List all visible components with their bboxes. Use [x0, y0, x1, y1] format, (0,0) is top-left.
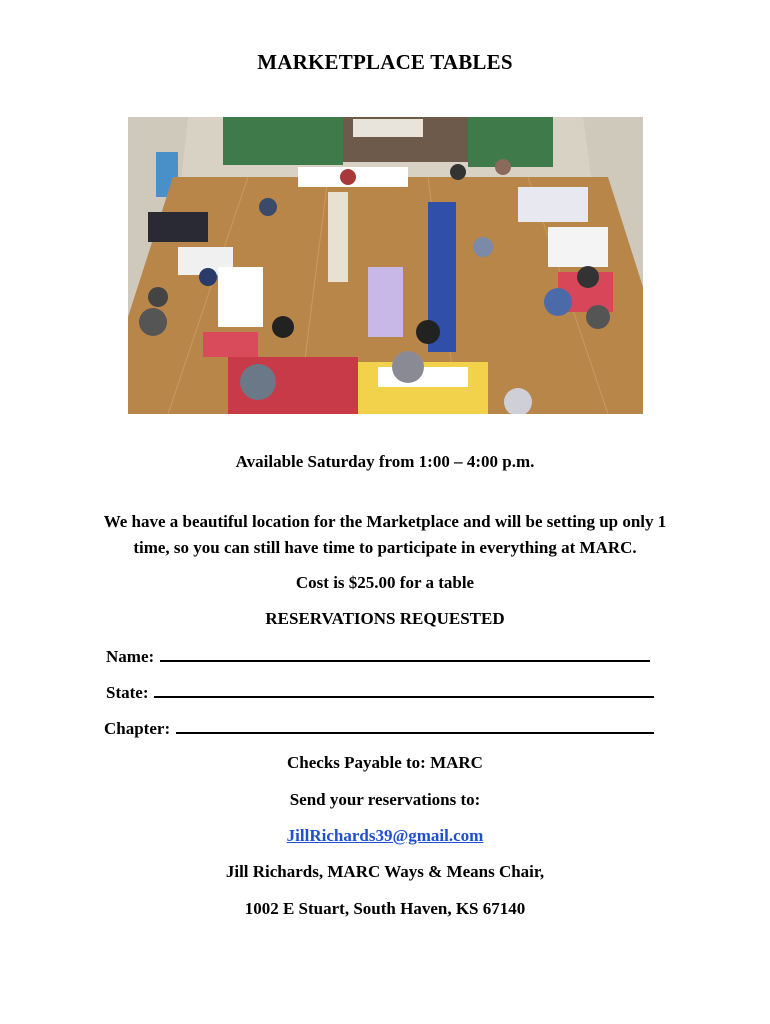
- name-blank-line[interactable]: [160, 646, 650, 662]
- contact-address: 1002 E Stuart, South Haven, KS 67140: [244, 899, 526, 918]
- email-line: [0, 826, 770, 846]
- marketplace-photo: [128, 117, 643, 414]
- page-title: MARKETPLACE TABLES: [257, 50, 513, 74]
- description-line-1: We have a beautiful location for the Marketplace and will be setting up only 1: [103, 512, 667, 531]
- send-to-text: Send your reservations to:: [289, 790, 481, 809]
- name-field[interactable]: [106, 646, 650, 667]
- checks-payable-text: Checks Payable to: MARC: [287, 753, 483, 772]
- chapter-field[interactable]: [104, 718, 654, 739]
- state-blank-line[interactable]: [154, 682, 654, 698]
- state-field[interactable]: [106, 682, 654, 703]
- marketplace-photo-illustration: [128, 117, 643, 414]
- description-line-2: time, so you can still have time to participate in everything at MARC.: [133, 538, 637, 557]
- chapter-label: Chapter:: [104, 719, 171, 738]
- state-label: State:: [106, 683, 149, 702]
- chapter-blank-line[interactable]: [176, 718, 654, 734]
- email-link[interactable]: JillRichards39@gmail.com: [286, 826, 484, 845]
- reservations-heading: RESERVATIONS REQUESTED: [265, 609, 505, 628]
- cost-text: Cost is $25.00 for a table: [295, 573, 475, 592]
- contact-name: Jill Richards, MARC Ways & Means Chair,: [225, 862, 545, 881]
- name-label: Name:: [106, 647, 155, 666]
- availability-text: Available Saturday from 1:00 – 4:00 p.m.: [235, 452, 535, 471]
